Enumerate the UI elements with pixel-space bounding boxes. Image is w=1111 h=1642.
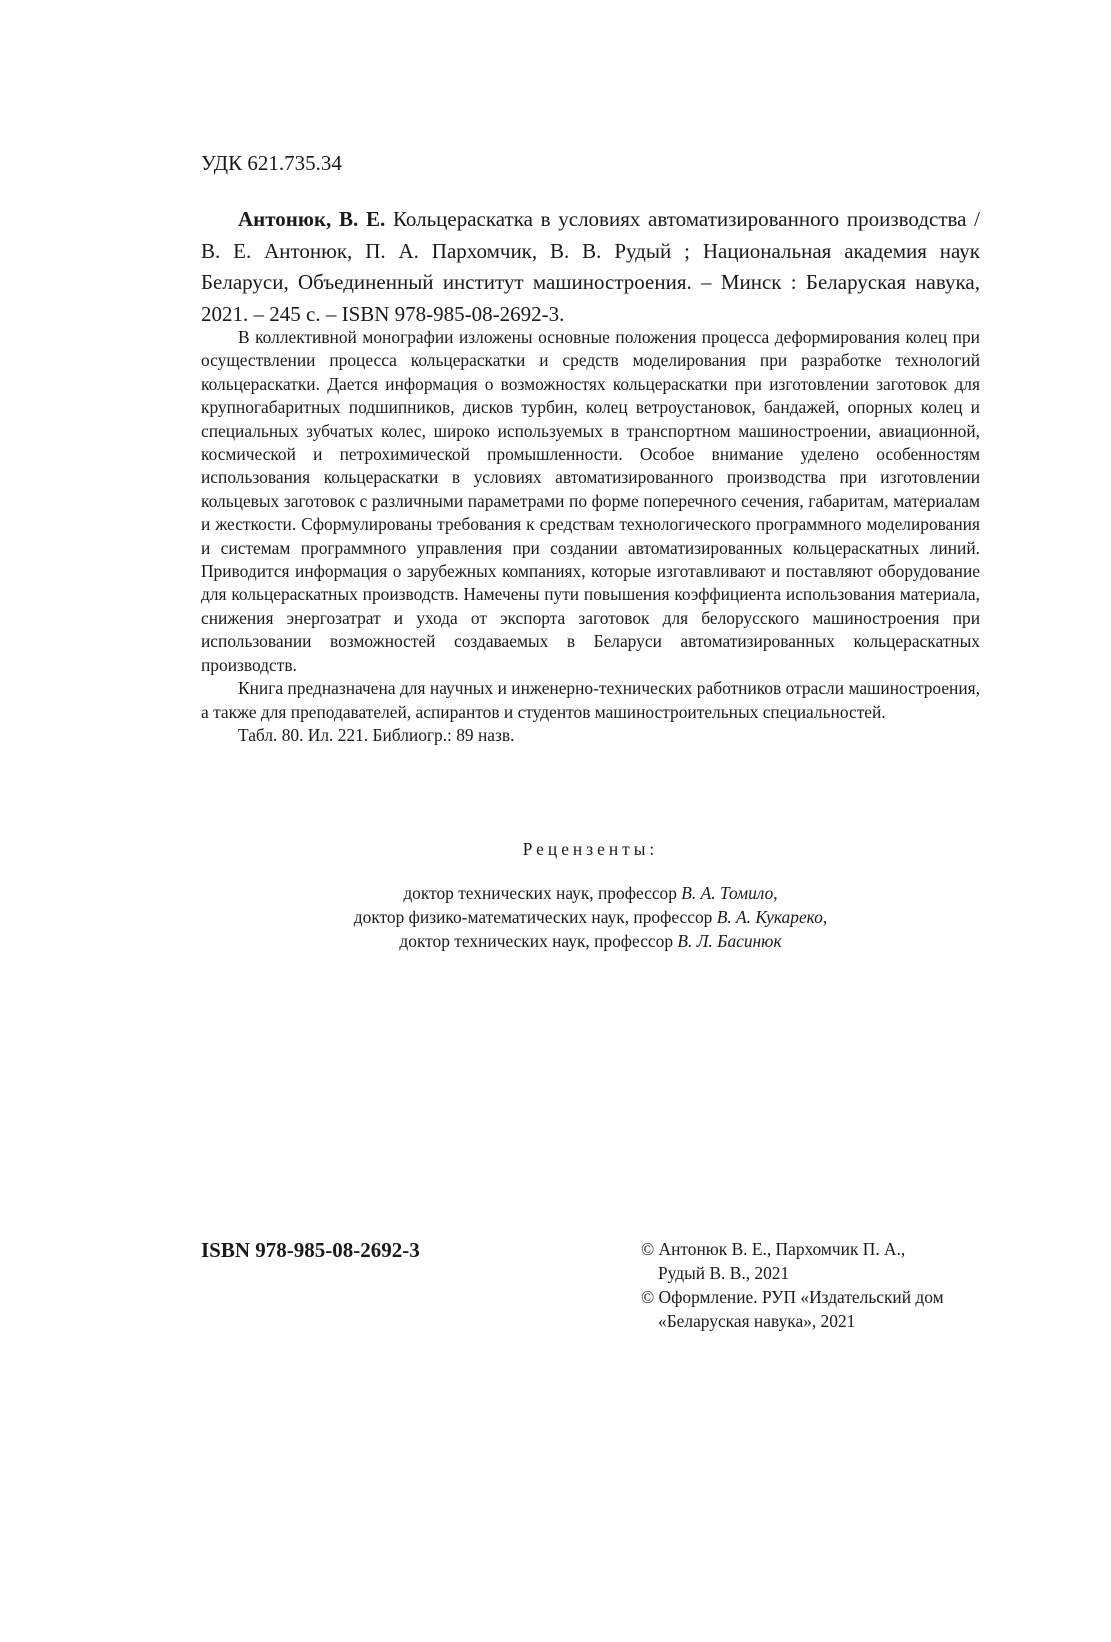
reviewer-suffix: ,: [773, 883, 778, 903]
copyright-line: © Оформление. РУП «Издательский дом: [641, 1287, 944, 1307]
annotation-paragraph: В коллективной монографии изложены основные положения процесса деформирования колец при осуществлении процесса кольцераскатки и средств моделирования при разработке технологий кольцераскатки. Дается информация о возможностях кольцераскатки при изготовлении заготовок для крупногабаритных подшипников, дисков турбин, колец ветроустановок, бандажей, опорных колец и специальных зубчатых колес, широко используемых в транспортном машиностроении, авиационной, космической и петрохимической промышленности. Особое внимание уделено особенностям использования кольцераскатки в условиях автоматизированного производства при изготовлении кольцевых заготовок с различными параметрами по форме поперечного сечения, габаритам, материалам и жесткости. Сформулированы требования к средствам технологического программного моделирования и системам программного управления при создании автоматизированных кольцераскатных линий. Приводится информация о зарубежных компаниях, которые изготавливают и поставляют оборудование для кольцераскатных производств. Намечены пути повышения коэффициента использования материала, снижения энергозатрат и ухода от экспорта заготовок для белорусского машиностроения при использовании возможностей создаваемых в Беларуси автоматизированных кольцераскатных производств.: [201, 327, 980, 675]
reviewer-title: доктор физико-математических наук, профессор: [353, 907, 717, 927]
reviewer-line: [201, 881, 980, 905]
reviewers-heading: Рецензенты:: [522, 839, 659, 859]
reviewer-line: [201, 905, 980, 929]
isbn: ISBN 978-985-08-2692-3: [201, 1238, 420, 1262]
reviewer-suffix: ,: [822, 907, 828, 927]
reviewer-name: В. А. Кукареко: [716, 907, 823, 927]
copyright-line: © Антонюк В. Е., Пархомчик П. А.,: [641, 1239, 906, 1259]
reviewer-line: [201, 929, 980, 953]
author-name: Антонюк, В. Е.: [238, 207, 386, 231]
copyright-line: «Беларуская навука», 2021: [658, 1311, 856, 1331]
reviewers-section: [201, 837, 980, 953]
copyright-block: [641, 1237, 981, 1333]
bibliographic-record: [201, 204, 980, 330]
annotation: [201, 326, 980, 747]
reviewer-name: В. А. Томило: [681, 883, 774, 903]
copyright-line: Рудый В. В., 2021: [658, 1263, 790, 1283]
reviewer-title: доктор технических наук, профессор: [399, 931, 678, 951]
reviewer-name: В. Л. Басинюк: [677, 931, 782, 951]
reviewer-title: доктор технических наук, профессор: [403, 883, 682, 903]
annotation-paragraph: Книга предназначена для научных и инженерно-технических работников отрасли машиностроения, а также для преподавателей, аспирантов и студентов машиностроительных специальностей.: [201, 678, 980, 722]
bibliographic-description: Кольцераскатка в условиях автоматизированного производства / В. Е. Антонюк, П. А. Пархомчик, В. В. Рудый ; Национальная академия наук Беларуси, Объединенный институт машиностроения. – Минск : Беларуская навука, 2021. – 245 с. – ISBN 978-985-08-2692-3.: [201, 207, 980, 326]
udk-code: УДК 621.735.34: [201, 151, 342, 175]
annotation-stats: Табл. 80. Ил. 221. Библиогр.: 89 назв.: [238, 724, 515, 745]
